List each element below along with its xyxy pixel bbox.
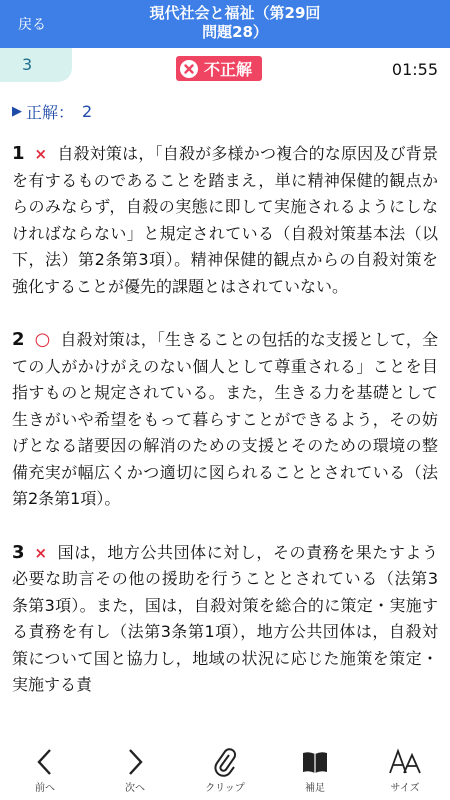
correct-answer bbox=[12, 100, 438, 123]
next-label: 次へ bbox=[125, 783, 145, 794]
item-number: 2 bbox=[12, 329, 25, 350]
correct-mark-icon: ○ bbox=[34, 329, 51, 350]
correct-answer-label: 正解： bbox=[26, 103, 75, 122]
size-button[interactable] bbox=[373, 745, 437, 794]
header-bar bbox=[0, 0, 450, 48]
page-title bbox=[110, 4, 360, 42]
result-label: 不正解 bbox=[204, 60, 253, 79]
explanation-content[interactable] bbox=[12, 100, 438, 740]
book-icon bbox=[300, 745, 330, 779]
font-size-icon bbox=[388, 745, 422, 779]
correct-answer-value: 2 bbox=[82, 102, 93, 121]
prev-label: 前へ bbox=[35, 783, 55, 794]
explanation-item-2 bbox=[12, 327, 438, 513]
incorrect-mark-icon: × bbox=[34, 543, 48, 562]
explanation-item-3 bbox=[12, 540, 438, 699]
clip-button[interactable] bbox=[193, 745, 257, 794]
note-button[interactable] bbox=[283, 745, 347, 794]
item-number: 1 bbox=[12, 143, 25, 164]
incorrect-mark-icon: × bbox=[34, 145, 48, 163]
bottom-toolbar bbox=[0, 740, 450, 800]
result-badge bbox=[176, 56, 262, 81]
timer: 01:55 bbox=[391, 60, 438, 79]
chevron-right-icon bbox=[125, 745, 145, 779]
back-button[interactable]: 戻る bbox=[18, 17, 46, 33]
clip-label: クリップ bbox=[205, 783, 245, 794]
note-label: 補足 bbox=[305, 783, 325, 794]
cross-circle-icon bbox=[180, 60, 198, 78]
prev-button[interactable] bbox=[13, 745, 77, 794]
item-text: 自殺対策は，「自殺が多様かつ複合的な原因及び背景を有するものであることを踏まえ，単に精神保健的観点からのみならず，自殺の実態に即して実施されるようにしなければならない」と規定されている（自殺対策基本法（以下，法）第2条第3項）。精神保健的観点からの自殺対策を強化することが優先的課題とはされていない。 bbox=[12, 144, 438, 296]
item-text: 国は，地方公共団体に対し，その責務を果たすよう必要な助言その他の援助を行うこととされている（法第3条第3項）。また，国は，自殺対策を総合的に策定・実施する責務を有し（法第3条第1項），地方公共団体は，自殺対策について国と協力し，地域の状況に応じた施策を策定・実施する責 bbox=[12, 542, 438, 694]
page-title-line2: 問題28） bbox=[202, 23, 268, 41]
chevron-left-icon bbox=[35, 745, 55, 779]
size-label: サイズ bbox=[390, 783, 420, 794]
explanation-item-1 bbox=[12, 141, 438, 300]
question-number-tab: 3 bbox=[0, 48, 72, 82]
item-text: 自殺対策は，「生きることの包括的な支援として，全ての人がかけがえのない個人として尊重される」ことを目指すものと規定されている。また，生きる力を基礎として生きがいや希望をもって暮らすことができるよう，その妨げとなる諸要因の解消のための支援とそのための環境の整備充実が幅広くかつ適切に図られることとされている（法第2条第1項）。 bbox=[12, 330, 438, 508]
paperclip-icon bbox=[212, 745, 238, 779]
page-title-line1: 現代社会と福祉（第29回 bbox=[149, 4, 321, 22]
item-number: 3 bbox=[12, 541, 25, 563]
next-button[interactable] bbox=[103, 745, 167, 794]
triangle-right-icon: ▶ bbox=[12, 104, 22, 119]
